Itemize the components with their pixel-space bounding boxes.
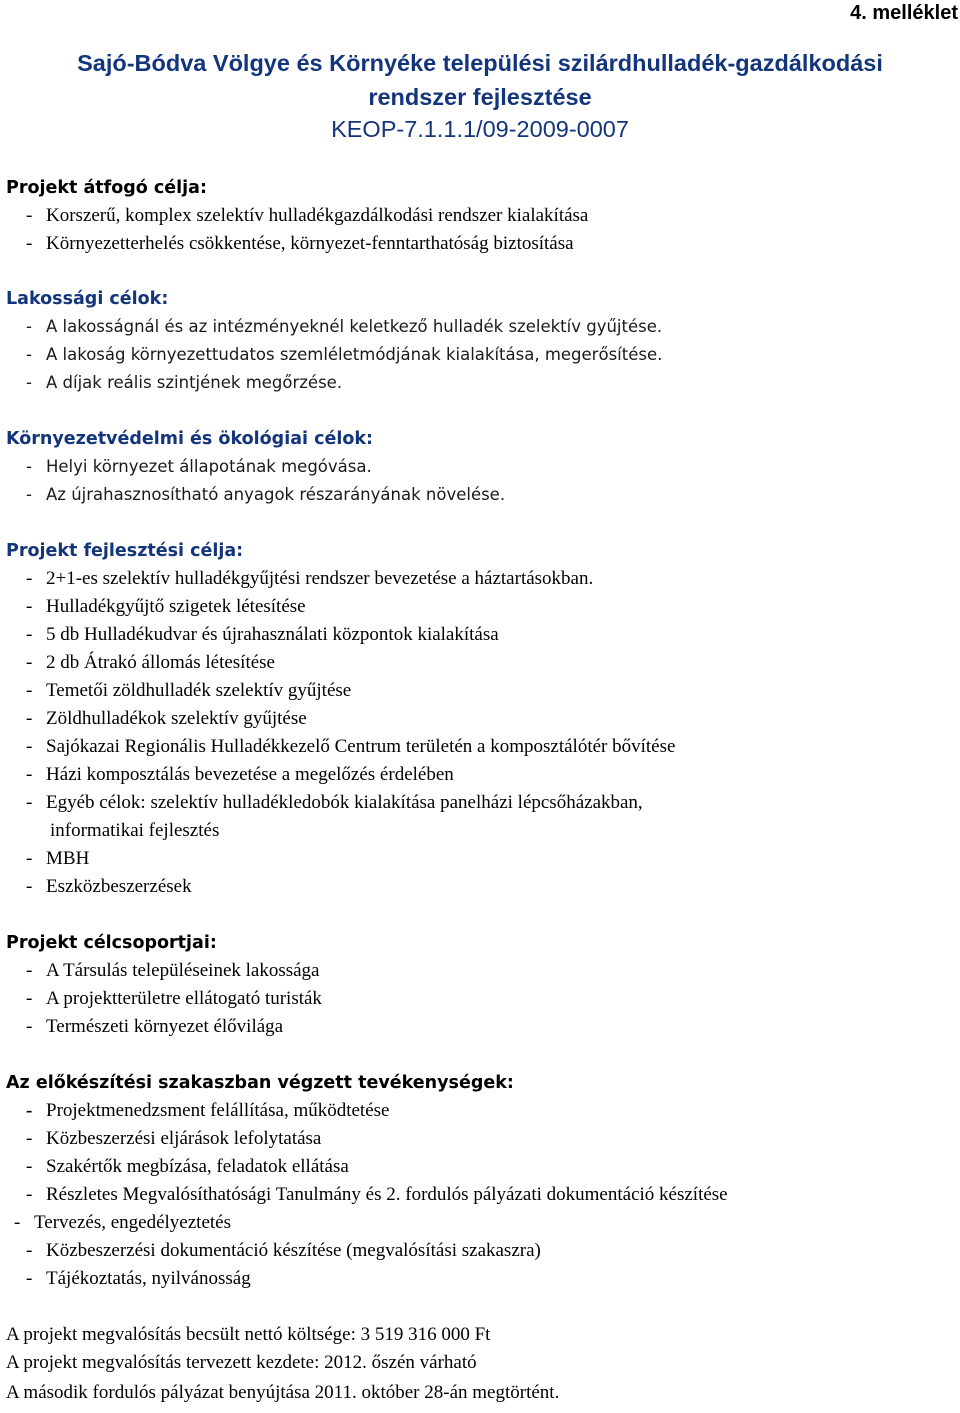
preparation-section xyxy=(6,1069,940,1293)
list-item: - A díjak reális szintjének megőrzése. xyxy=(26,373,343,392)
list-item: - A lakoság környezettudatos szemléletmódjának kialakítása, megerősítése. xyxy=(26,345,663,364)
development-goals-section xyxy=(6,537,940,901)
list-item: - 2 db Átrakó állomás létesítése xyxy=(26,652,275,673)
overall-goal-section xyxy=(6,174,940,258)
list-item: - Környezetterhelés csökkentése, környezet-fenntarthatóság biztosítása xyxy=(26,233,574,254)
list-item: - 5 db Hulladékudvar és újrahasználati központok kialakítása xyxy=(26,624,499,645)
planned-start: A projekt megvalósítás tervezett kezdete: 2012. őszén várható xyxy=(6,1352,477,1373)
list-item: - Eszközbeszerzések xyxy=(26,876,192,897)
list-item: - Természeti környezet élővilága xyxy=(26,1016,284,1037)
public-goals-section xyxy=(6,285,940,397)
list-item: - Egyéb célok: szelektív hulladékledobók kialakítása panelházi lépcsőházakban, xyxy=(26,792,643,813)
list-item-continuation: informatikai fejlesztés xyxy=(50,820,220,841)
list-item: - Tájékoztatás, nyilvánosság xyxy=(26,1268,251,1289)
list-item: - Temetői zöldhulladék szelektív gyűjtése xyxy=(26,680,352,701)
list-item: - Tervezés, engedélyeztetés xyxy=(14,1212,231,1233)
list-item: - Részletes Megvalósíthatósági Tanulmány és 2. fordulós pályázati dokumentáció készítése xyxy=(26,1184,728,1205)
list-item: - A lakosságnál és az intézményeknél keletkező hulladék szelektív gyűjtése. xyxy=(26,317,663,336)
list-item: - A Társulás településeinek lakossága xyxy=(26,960,320,981)
document-title-line-2: rendszer fejlesztése xyxy=(368,84,592,110)
list-item: - Szakértők megbízása, feladatok ellátása xyxy=(26,1156,349,1177)
target-groups-section xyxy=(6,929,940,1041)
environmental-goals-section xyxy=(6,425,940,509)
list-item: - Zöldhulladékok szelektív gyűjtése xyxy=(26,708,307,729)
preparation-heading: Az előkészítési szakaszban végzett tevékenységek: xyxy=(6,1073,514,1093)
summary-section xyxy=(6,1321,940,1407)
second-round-submission: A második fordulós pályázat benyújtása 2011. október 28-án megtörtént. xyxy=(6,1382,560,1403)
list-item: - Projektmenedzsment felállítása, működtetése xyxy=(26,1100,390,1121)
environmental-goals-heading: Környezetvédelmi és ökológiai célok: xyxy=(6,429,373,449)
annex-label: 4. melléklet xyxy=(850,2,958,24)
overall-goal-heading: Projekt átfogó célja: xyxy=(6,178,207,198)
target-groups-heading: Projekt célcsoportjai: xyxy=(6,933,217,953)
estimated-cost: A projekt megvalósítás becsült nettó költsége: 3 519 316 000 Ft xyxy=(6,1324,491,1345)
list-item: - A projektterületre ellátogató turisták xyxy=(26,988,322,1009)
list-item: - Hulladékgyűjtő szigetek létesítése xyxy=(26,596,306,617)
list-item: - Korszerű, komplex szelektív hulladékgazdálkodási rendszer kialakítása xyxy=(26,205,589,226)
list-item: - Közbeszerzési eljárások lefolytatása xyxy=(26,1128,322,1149)
list-item: - Sajókazai Regionális Hulladékkezelő Centrum területén a komposztálótér bővítése xyxy=(26,736,676,757)
list-item: - Az újrahasznosítható anyagok részarányának növelése. xyxy=(26,485,506,504)
list-item: - MBH xyxy=(26,848,90,869)
list-item: - 2+1-es szelektív hulladékgyűjtési rendszer bevezetése a háztartásokban. xyxy=(26,568,594,589)
development-goals-heading: Projekt fejlesztési célja: xyxy=(6,541,244,561)
list-item: - Helyi környezet állapotának megóvása. xyxy=(26,457,372,476)
project-code: KEOP-7.1.1.1/09-2009-0007 xyxy=(331,116,629,142)
list-item: - Házi komposztálás bevezetése a megelőzés érdelében xyxy=(26,764,454,785)
list-item: - Közbeszerzési dokumentáció készítése (megvalósítási szakaszra) xyxy=(26,1240,541,1261)
public-goals-heading: Lakossági célok: xyxy=(6,289,169,309)
document-title-line-1: Sajó-Bódva Völgye és Környéke települési szilárdhulladék-gazdálkodási xyxy=(77,50,883,76)
